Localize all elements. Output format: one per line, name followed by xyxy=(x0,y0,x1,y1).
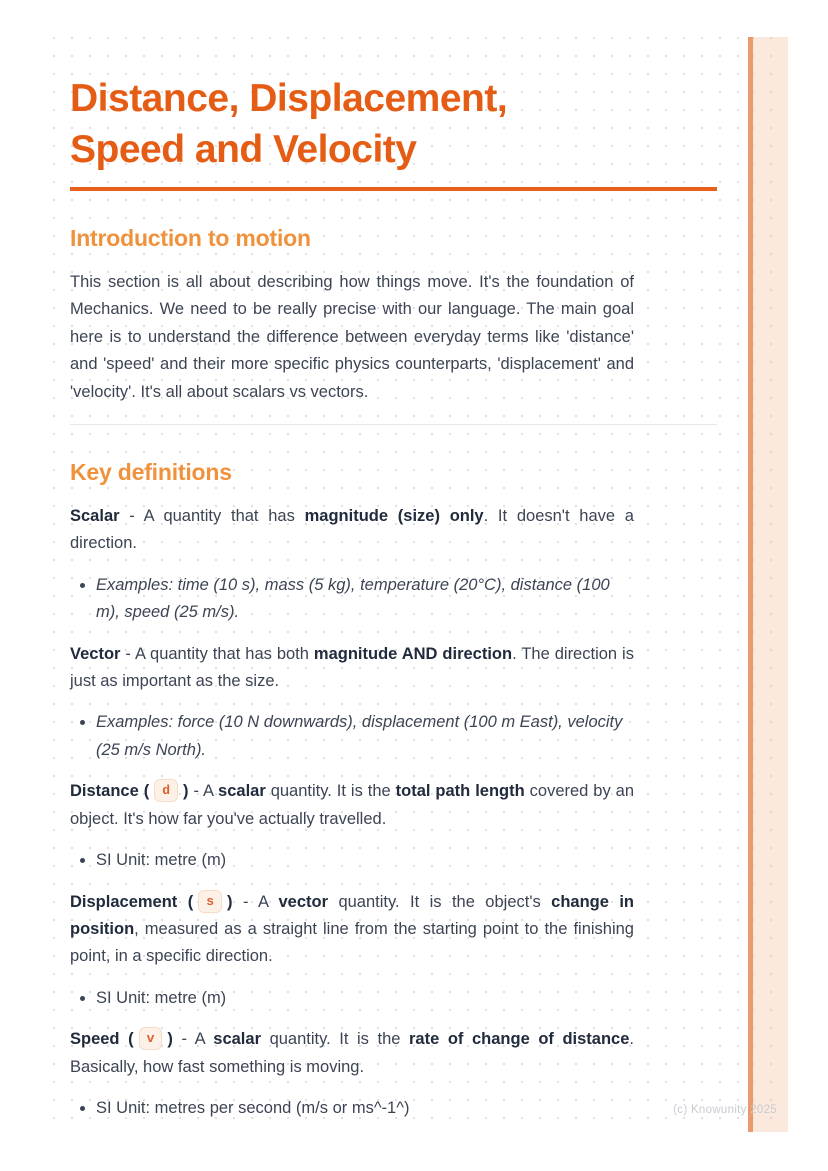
definition-distance-text1: - A xyxy=(188,782,219,801)
definition-scalar xyxy=(70,503,634,558)
symbol-badge-d: d xyxy=(154,779,178,802)
symbol-badge-v: v xyxy=(139,1027,163,1050)
definition-displacement-text2: quantity. It is the object's xyxy=(328,892,552,911)
distance-unit-item: • SI Unit: metre (m) xyxy=(96,847,634,874)
speed-unit-item: • SI Unit: metres per second (m/s or ms^-1^) xyxy=(96,1095,634,1122)
definition-distance xyxy=(70,778,634,833)
term-speed-open: Speed ( xyxy=(70,1030,134,1049)
definition-displacement-bold1: vector xyxy=(278,892,329,911)
displacement-unit-list xyxy=(70,985,634,1012)
scalar-examples-item: • Examples: time (10 s), mass (5 kg), temperature (20°C), distance (100 m), speed (25 m/s). xyxy=(96,572,634,627)
definition-vector-bold: magnitude AND direction xyxy=(313,644,513,663)
copyright-notice: (c) Knowunity 2025 xyxy=(673,1104,777,1116)
term-speed-close: ) xyxy=(167,1030,173,1049)
page-edge-strip xyxy=(753,37,788,1132)
definition-speed-bold2: rate of change of distance xyxy=(409,1030,630,1049)
distance-unit-list xyxy=(70,847,634,874)
symbol-badge-s: s xyxy=(198,890,222,913)
definition-displacement xyxy=(70,889,634,971)
section-heading-intro: Introduction to motion xyxy=(70,225,311,251)
definition-scalar-text: - A quantity that has xyxy=(119,507,305,526)
definition-vector xyxy=(70,641,634,696)
vector-examples-list xyxy=(70,709,634,764)
intro-paragraph-text: This section is all about describing how things move. It's the foundation of Mechanics. We need to be really precise with our language. The main goal here is to understand the difference between everyday terms like 'distance' and 'speed' and their more specific physics counterparts, 'displacement' and 'velocity'. It's all about scalars vs vectors. xyxy=(70,273,634,401)
displacement-unit-item: • SI Unit: metre (m) xyxy=(96,985,634,1012)
vector-examples-item: • Examples: force (10 N downwards), displacement (100 m East), velocity (25 m/s North). xyxy=(96,709,634,764)
term-displacement-close: ) xyxy=(227,892,233,911)
definition-distance-bold1: scalar xyxy=(218,782,266,801)
definition-speed-bold1: scalar xyxy=(213,1030,261,1049)
definition-distance-text2: quantity. It is the xyxy=(265,782,396,801)
definition-speed xyxy=(70,1026,634,1081)
definition-vector-tail: . The direction is just as important as the size. xyxy=(70,644,634,691)
scalar-examples-list xyxy=(70,572,634,627)
definition-speed-text1: - A xyxy=(172,1030,214,1049)
speed-unit-list xyxy=(70,1095,634,1122)
definition-distance-bold2: total path length xyxy=(395,782,525,801)
definition-distance-tail: covered by an object. It's how far you've actually travelled. xyxy=(70,782,635,828)
definition-scalar-bold: magnitude (size) only xyxy=(304,507,484,526)
page-content xyxy=(70,37,717,1122)
section-heading-key-definitions: Key definitions xyxy=(70,459,232,486)
intro-paragraph xyxy=(70,269,634,406)
definition-vector-text: - A quantity that has both xyxy=(120,644,314,663)
term-scalar: Scalar xyxy=(70,507,120,526)
section-divider xyxy=(70,424,717,425)
definition-displacement-bold2: change in position xyxy=(70,892,635,938)
definition-displacement-tail: , measured as a straight line from the starting point to the finishing point, in a specific direction. xyxy=(70,919,634,966)
definition-speed-text2: quantity. It is the xyxy=(261,1030,410,1049)
page-title-line2: Speed and Velocity xyxy=(70,128,417,171)
definition-speed-tail: . Basically, how fast something is moving. xyxy=(70,1030,634,1076)
page-title-line1: Distance, Displacement, xyxy=(70,77,508,120)
term-vector: Vector xyxy=(70,644,121,663)
term-displacement-open: Displacement ( xyxy=(70,892,194,911)
term-distance-close: ) xyxy=(183,782,189,801)
notes-page xyxy=(37,37,790,1132)
page-title xyxy=(70,73,717,175)
definition-scalar-tail: . It doesn't have a direction. xyxy=(70,507,634,553)
term-distance-open: Distance ( xyxy=(70,782,150,801)
title-underline-rule xyxy=(70,187,717,191)
definition-displacement-text1: - A xyxy=(232,892,279,911)
